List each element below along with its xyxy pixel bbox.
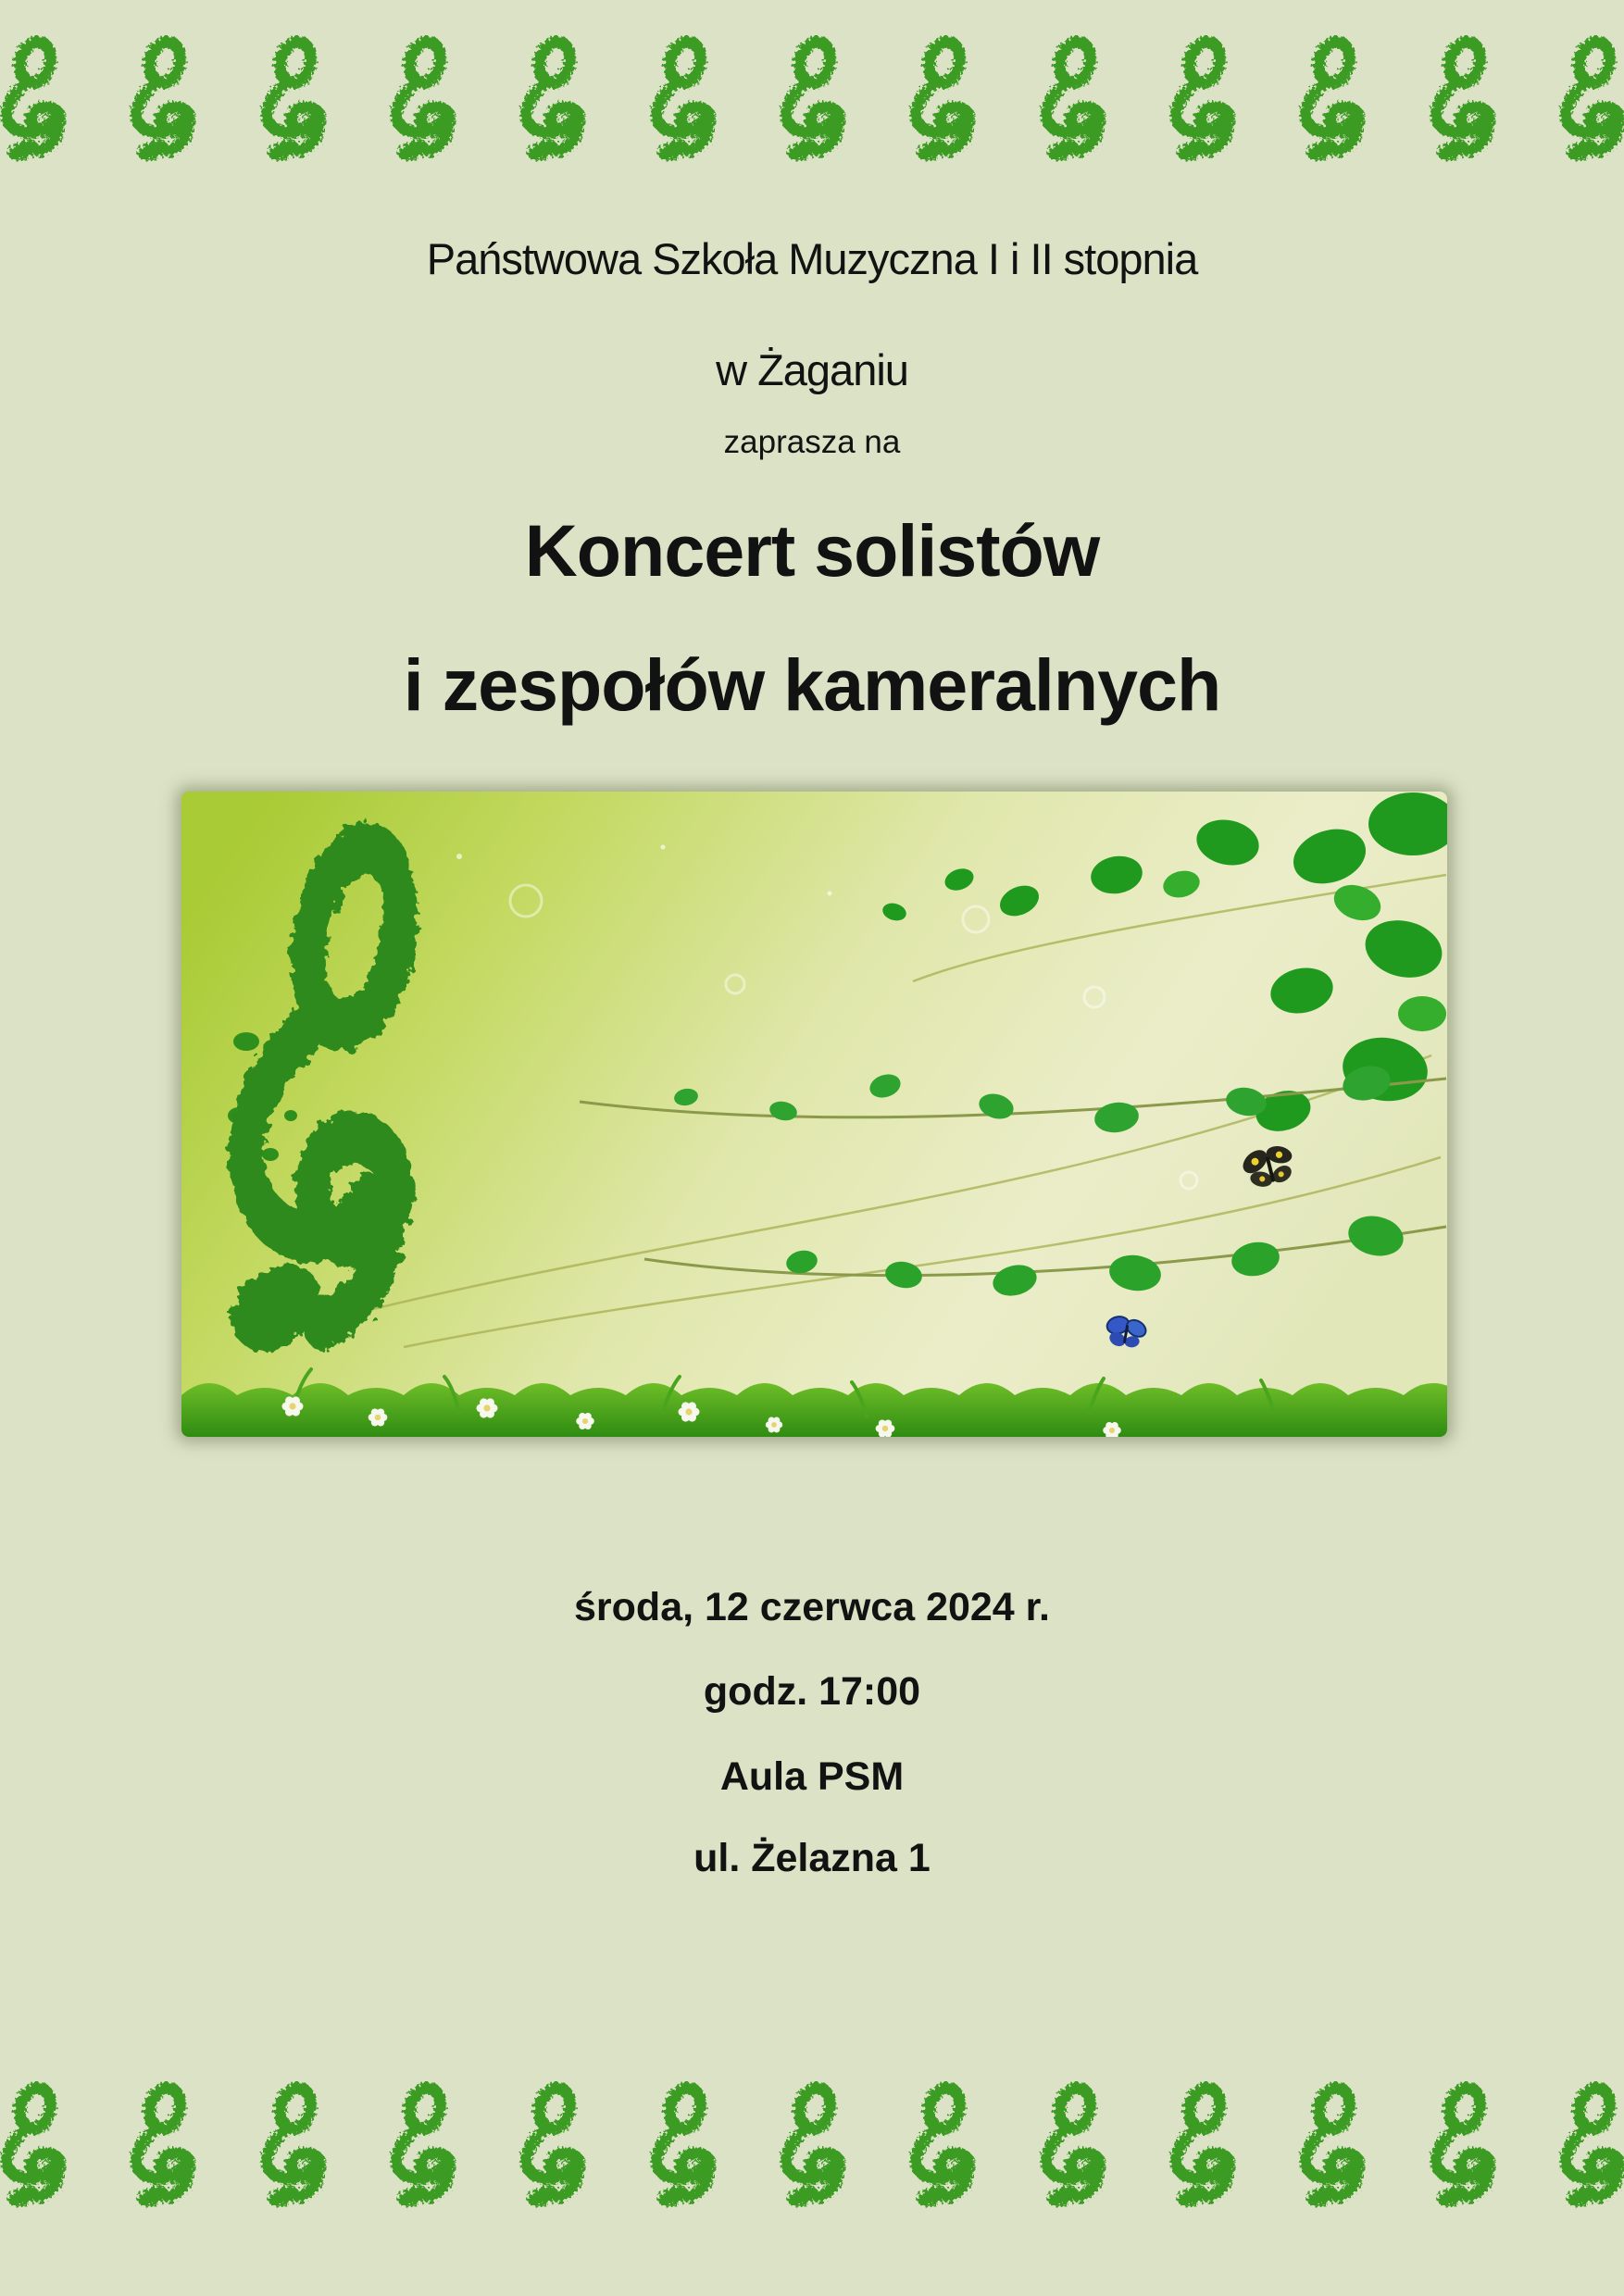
treble-clef-icon (508, 35, 606, 172)
bottom-clef-border (0, 2081, 1624, 2220)
treble-clef-icon (249, 2081, 347, 2218)
treble-clef-icon (1288, 35, 1386, 172)
treble-clef-icon (1548, 2081, 1624, 2218)
concert-title-line2: i zespołów kameralnych (403, 643, 1221, 726)
school-name-line2: w Żaganiu (716, 345, 908, 394)
treble-clef-icon (0, 2081, 87, 2218)
treble-clef-icon (119, 35, 217, 172)
garden-illustration-canvas (181, 792, 1447, 1437)
treble-clef-icon (508, 2081, 606, 2218)
event-date: środa, 12 czerwca 2024 r. (574, 1585, 1050, 1629)
treble-clef-icon (379, 2081, 477, 2218)
treble-clef-icon (1548, 35, 1624, 172)
concert-title-line1: Koncert solistów (524, 509, 1100, 592)
treble-clef-icon (379, 35, 477, 172)
event-venue: Aula PSM (719, 1754, 905, 1799)
treble-clef-icon (768, 2081, 867, 2218)
treble-clef-icon (1029, 35, 1127, 172)
top-clef-border (0, 35, 1624, 174)
treble-clef-icon (768, 35, 867, 172)
treble-clef-icon (119, 2081, 217, 2218)
treble-clef-icon (0, 35, 87, 172)
treble-clef-icon (1418, 2081, 1517, 2218)
treble-clef-icon (639, 35, 737, 172)
treble-clef-icon (1418, 35, 1517, 172)
treble-clef-icon (898, 2081, 996, 2218)
treble-clef-icon (1158, 2081, 1256, 2218)
treble-clef-icon (1029, 2081, 1127, 2218)
treble-clef-icon (249, 35, 347, 172)
treble-clef-icon (1288, 2081, 1386, 2218)
garden-treble-clef-illustration (181, 792, 1447, 1437)
invite-text: zaprasza na (723, 424, 901, 460)
event-address: ul. Żelazna 1 (693, 1836, 931, 1880)
event-time: godz. 17:00 (703, 1669, 921, 1714)
treble-clef-icon (1158, 35, 1256, 172)
school-name-line1: Państwowa Szkoła Muzyczna I i II stopnia (426, 234, 1198, 283)
treble-clef-icon (639, 2081, 737, 2218)
treble-clef-icon (898, 35, 996, 172)
